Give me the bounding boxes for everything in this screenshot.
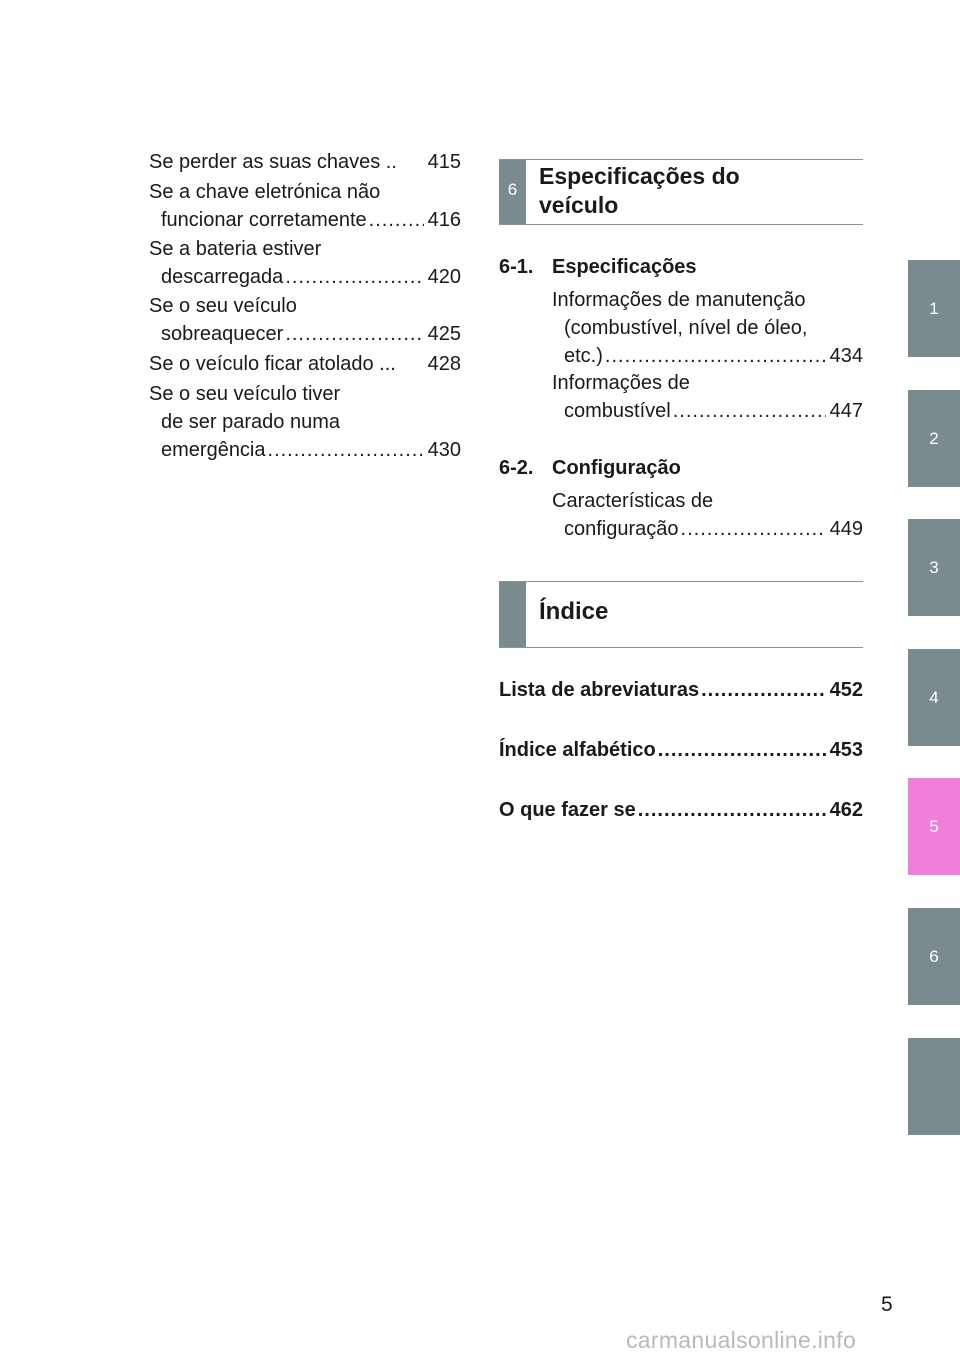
toc-entry-maintenance-info[interactable] (552, 286, 863, 370)
side-tab-2[interactable]: 2 (908, 390, 960, 487)
toc-entry-alphabetical-index[interactable] (499, 736, 863, 764)
section-6-header (499, 159, 863, 225)
side-tab-3[interactable]: 3 (908, 519, 960, 616)
toc-entry-config-features[interactable] (552, 487, 863, 543)
entry-page: 430 (427, 439, 461, 461)
entry-text: Índice alfabético (499, 739, 656, 761)
subsection-6-1-heading[interactable] (499, 253, 697, 281)
subsection-6-2-heading[interactable] (499, 454, 681, 482)
page-number: 5 (881, 1293, 893, 1316)
entry-text-cont: emergência (161, 439, 266, 461)
section-number-box: 6 (499, 160, 526, 224)
toc-entry-overheat[interactable] (149, 292, 461, 348)
entry-text: Se o seu veículo (149, 295, 297, 317)
entry-text: Lista de abreviaturas (499, 679, 700, 701)
entry-text: O que fazer se (499, 799, 636, 821)
toc-entry-emergency-stop[interactable] (149, 380, 461, 464)
section-title: Especificações do veículo (539, 163, 740, 218)
entry-text: Se o veículo ficar atolado ... (149, 353, 396, 375)
entry-text-cont: descarregada (161, 266, 284, 288)
entry-page: 447 (829, 400, 863, 422)
toc-entry-abbreviations[interactable] (499, 676, 863, 704)
side-tab-5-active[interactable]: 5 (908, 778, 960, 875)
section-title: Índice (539, 598, 609, 625)
toc-entry-what-to-do-if[interactable] (499, 796, 863, 824)
entry-page: 416 (427, 209, 461, 231)
toc-entry-smart-key[interactable] (149, 178, 461, 234)
entry-page: 453 (829, 739, 863, 761)
subsection-number: 6-2. (499, 457, 534, 479)
subsection-title: Configuração (552, 457, 681, 479)
side-tab-6[interactable]: 6 (908, 908, 960, 1005)
entry-text-cont: (combustível, nível de óleo, (564, 317, 808, 339)
entry-page: 449 (829, 518, 863, 540)
entry-page: 425 (427, 323, 461, 345)
entry-text-cont: de ser parado numa (161, 411, 341, 433)
toc-entry-lost-keys[interactable] (149, 148, 461, 176)
entry-page: 420 (427, 266, 461, 288)
entry-text-cont: etc.) (564, 345, 603, 367)
section-number-box (499, 582, 526, 647)
entry-text: Se a bateria estiver (149, 238, 322, 260)
entry-text: Se o seu veículo tiver (149, 383, 341, 405)
subsection-title: Especificações (552, 256, 697, 278)
entry-text: Informações de manutenção (552, 289, 806, 311)
side-tab-1[interactable]: 1 (908, 260, 960, 357)
side-tab-index[interactable] (908, 1038, 960, 1135)
entry-page: 434 (829, 345, 863, 367)
toc-entry-battery[interactable] (149, 235, 461, 291)
entry-text-cont: funcionar corretamente (161, 209, 367, 231)
entry-page: 428 (427, 353, 461, 375)
entry-text-cont: configuração (564, 518, 679, 540)
entry-page: 452 (829, 679, 863, 701)
entry-page: 462 (829, 799, 863, 821)
toc-entry-fuel-info[interactable] (552, 369, 863, 425)
entry-text: Características de (552, 490, 714, 512)
entry-text: Se a chave eletrónica não (149, 181, 381, 203)
subsection-number: 6-1. (499, 256, 534, 278)
entry-text-cont: sobreaquecer (161, 323, 284, 345)
entry-text: Informações de (552, 372, 690, 394)
toc-entry-stuck[interactable] (149, 350, 461, 378)
index-section-header (499, 581, 863, 648)
side-tab-4[interactable]: 4 (908, 649, 960, 746)
entry-text-cont: combustível (564, 400, 671, 422)
watermark: carmanualsonline.info (626, 1327, 857, 1353)
entry-page: 415 (427, 151, 461, 173)
entry-text: Se perder as suas chaves .. (149, 151, 397, 173)
